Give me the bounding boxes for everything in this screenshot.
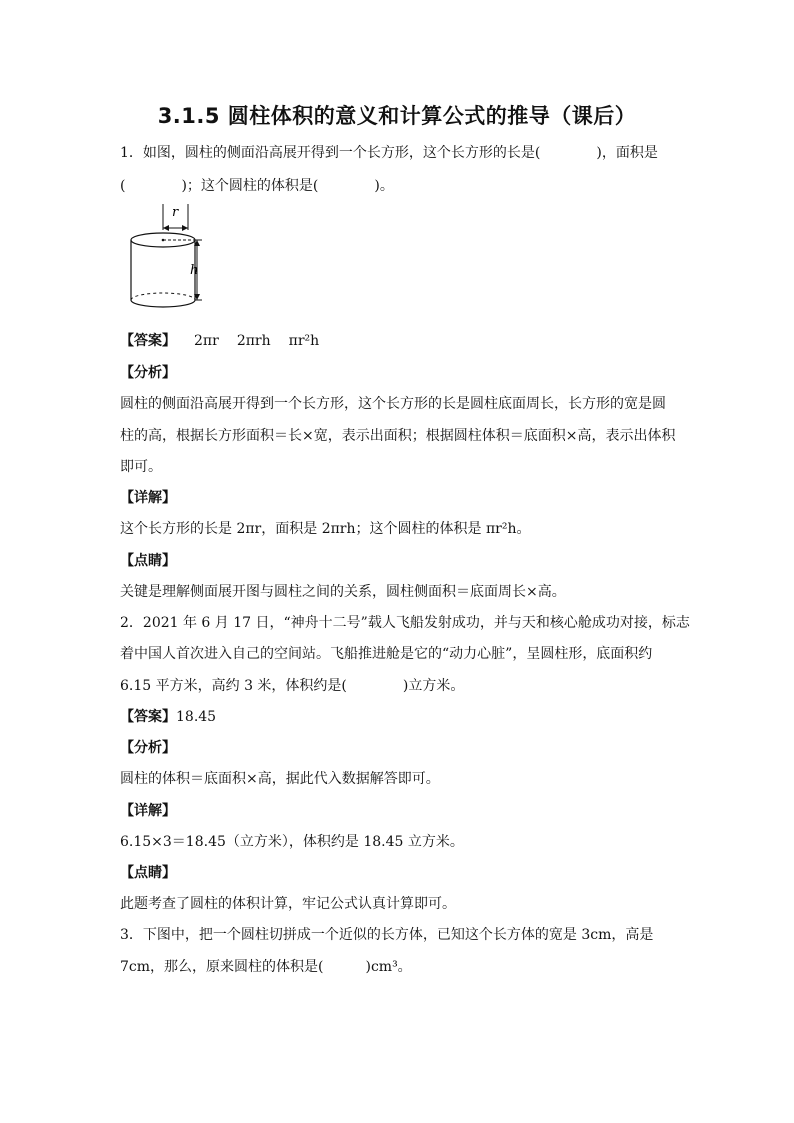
q3-stem-line-2: 7cm，那么，原来圆柱的体积是( )cm³。 — [120, 959, 412, 975]
q1-detail-line-1: 这个长方形的长是 2πr，面积是 2πrh；这个圆柱的体积是 πr²h。 — [120, 521, 531, 537]
r-arrow-left — [163, 225, 169, 231]
center-dot — [162, 239, 165, 242]
q1-detail-label: 【详解】 — [120, 490, 176, 506]
q2-detail-label: 【详解】 — [120, 803, 176, 819]
q2-stem-line-2: 着中国人首次进入自己的空间站。飞船推进舱是它的“动力心脏”，呈圆柱形，底面积约 — [120, 646, 653, 662]
q2-analysis-line-1: 圆柱的体积＝底面积×高，据此代入数据解答即可。 — [120, 771, 440, 787]
r-label: r — [172, 205, 179, 220]
q2-answer-value: 18.45 — [176, 709, 217, 725]
q1-answer-3: πr²h — [288, 333, 320, 349]
q2-answer-line — [120, 707, 680, 727]
h-label: h — [190, 263, 199, 278]
q1-analysis-line-1: 圆柱的侧面沿高展开得到一个长方形，这个长方形的长是圆柱底面周长，长方形的宽是圆 — [120, 396, 666, 412]
q2-analysis-label: 【分析】 — [120, 740, 176, 756]
q1-comment-line-1: 关键是理解侧面展开图与圆柱之间的关系，圆柱侧面积＝底面周长×高。 — [120, 584, 566, 600]
q1-analysis-line-2: 柱的高，根据长方形面积＝长×宽，表示出面积；根据圆柱体积＝底面积×高，表示出体积 — [120, 428, 676, 444]
q2-comment-label: 【点睛】 — [120, 865, 176, 881]
q2-detail-line-1: 6.15×3＝18.45（立方米），体积约是 18.45 立方米。 — [120, 834, 464, 850]
q2-answer-label: 【答案】 — [120, 709, 176, 725]
cylinder-diagram — [120, 200, 220, 320]
page-title: 3.1.5 圆柱体积的意义和计算公式的推导（课后） — [157, 104, 637, 128]
q1-stem-line-2: ( )；这个圆柱的体积是( )。 — [120, 178, 394, 194]
q1-answer-label: 【答案】 — [120, 333, 176, 349]
q1-analysis-line-3: 即可。 — [120, 459, 162, 475]
r-arrow-right — [182, 225, 188, 231]
q2-comment-line-1: 此题考查了圆柱的体积计算，牢记公式认真计算即可。 — [120, 896, 456, 912]
q1-answer-1: 2πr — [194, 333, 219, 349]
cylinder-bottom-back — [131, 293, 195, 300]
q2-stem-line-1: 2．2021 年 6 月 17 日，“神舟十二号”载人飞船发射成功，并与天和核心舱成功对接，标志 — [120, 615, 690, 631]
q1-answer-line — [120, 331, 680, 351]
q1-analysis-label: 【分析】 — [120, 365, 176, 381]
q1-comment-label: 【点睛】 — [120, 553, 176, 569]
cylinder-bottom-front — [131, 300, 195, 307]
q2-stem-line-3: 6.15 平方米，高约 3 米，体积约是( )立方米。 — [120, 678, 465, 694]
cylinder-figure — [120, 200, 220, 320]
q3-stem-line-1: 3．下图中，把一个圆柱切拼成一个近似的长方体，已知这个长方体的宽是 3cm，高是 — [120, 927, 654, 943]
q1-stem-line-1: 1．如图，圆柱的侧面沿高展开得到一个长方形，这个长方形的长是( )，面积是 — [120, 145, 658, 161]
q1-answer-2: 2πrh — [236, 333, 271, 349]
